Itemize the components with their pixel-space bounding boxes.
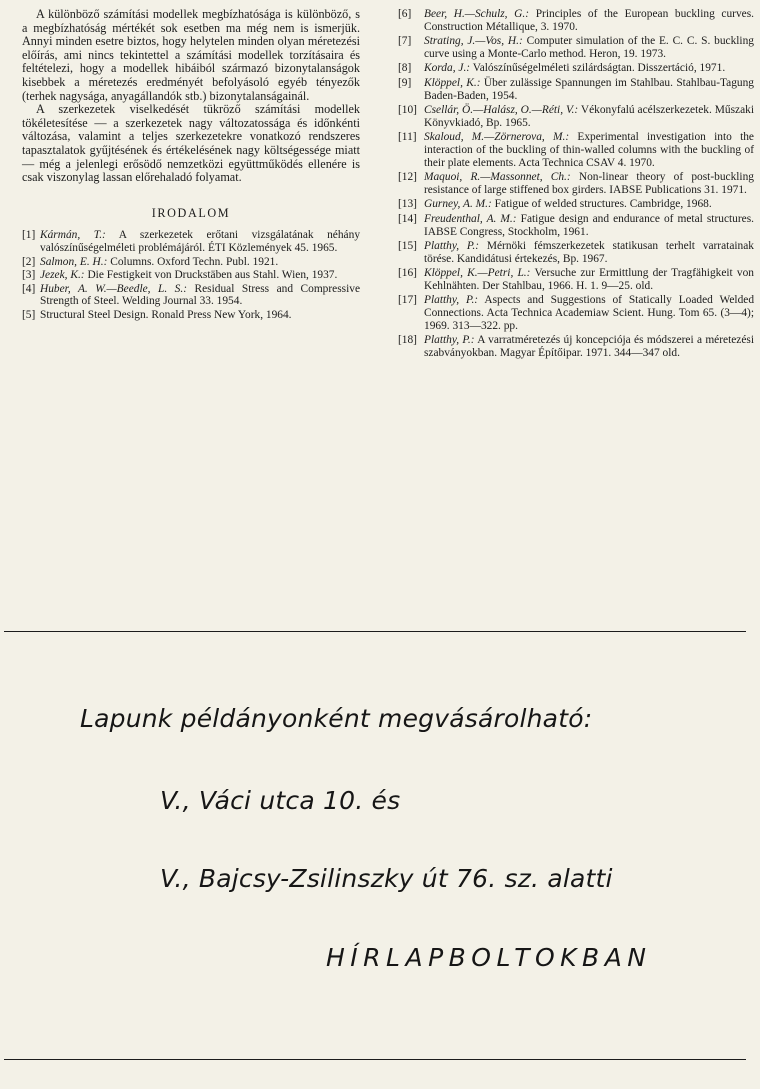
reference-body [424, 198, 754, 211]
reference-body [424, 8, 754, 33]
reference-body [424, 213, 754, 238]
reference-text: Non-linear theory of post-buckling resistance of large stiffened box girders. IABSE Publications 31. 1971. [424, 171, 754, 196]
reference-item [398, 267, 754, 292]
reference-number: [4] [22, 282, 36, 295]
reference-item [398, 8, 754, 33]
reference-author: Skaloud, M.—Zörnerova, M.: [424, 131, 570, 144]
reference-author: Platthy, P.: [424, 334, 475, 347]
reference-text: Mérnöki fémszerkezetek statikusan terhelt varratainak törése. Kandidátusi értekezés, Bp. 1967. [424, 240, 754, 265]
reference-text: Experimental investigation into the interaction of the buckling of thin-walled columns with the buckling of their plate elements. Acta Technica CSAV 4. 1970. [424, 131, 754, 169]
reference-text: Residual Stress and Compressive Strength of Steel. Welding Journal 33. 1954. [40, 282, 361, 308]
reference-author: Gurney, A. M.: [424, 198, 492, 211]
reference-item [22, 269, 360, 282]
reference-text: A szerkezetek erőtani vizsgálatának néhány valószínűségelméleti problémájáról. ÉTI Közlemények 45. 1965. [40, 229, 361, 254]
reference-author: Platthy, P.: [424, 294, 479, 307]
reference-body [424, 131, 754, 169]
reference-number: [2] [22, 255, 36, 268]
reference-author: Salmon, E. H.: [40, 255, 108, 268]
reference-text: Structural Steel Design. Ronald Press New York, 1964. [40, 308, 292, 321]
reference-body [424, 62, 754, 75]
reference-number: [6] [398, 8, 412, 20]
reference-body [40, 256, 360, 269]
reference-number: [3] [22, 269, 36, 282]
reference-number: [18] [398, 334, 417, 347]
reference-item [398, 198, 754, 211]
reference-number: [10] [398, 104, 417, 117]
reference-body [40, 229, 360, 254]
reference-number: [12] [398, 171, 417, 184]
reference-item [398, 35, 754, 60]
reference-item [398, 77, 754, 102]
reference-number: [1] [22, 229, 36, 242]
reference-body [424, 334, 754, 359]
reference-author: Freudenthal, A. M.: [424, 212, 517, 225]
notice-line-2: V., Váci utca 10. és [160, 786, 401, 815]
reference-body [424, 294, 754, 332]
reference-author: Huber, A. W.—Beedle, L. S.: [40, 282, 188, 295]
reference-text: Aspects and Suggestions of Statically Loaded Welded Connections. Acta Technica Academiaw Scient. Hung. Tom 65. (3—4); 1969. 313—322. pp. [424, 294, 755, 332]
reference-text: Versuche zur Ermittlung der Tragfähigkeit von Kehlnähten. Der Stahlbau, 1966. H. 1. 9—25. old. [424, 267, 754, 292]
reference-number: [14] [398, 212, 417, 225]
reference-body [424, 104, 754, 129]
reference-item [398, 334, 754, 359]
reference-number: [5] [22, 308, 36, 321]
reference-item [398, 213, 754, 238]
reference-author: Strating, J.—Vos, H.: [424, 35, 523, 48]
reference-number: [11] [398, 131, 417, 144]
notice-line-1: Lapunk példányonként megvásárolható: [80, 704, 593, 733]
reference-author: Kármán, T.: [40, 229, 106, 242]
references-heading: IRODALOM [151, 205, 231, 220]
reference-item [398, 62, 754, 75]
reference-text: Columns. Oxford Techn. Publ. 1921. [110, 255, 279, 268]
body-paragraph-1: A különböző számítási modellek megbízhatósága is különböző, s a megbízhatóság mértékét sok esetben ma még nem is ismerjük. Annyi minden esetre biztos, hogy helytelen minden olyan méretezési előírás, ami nincs tekintettel a számítási modellek torzításaira és feltételezi, hogy a modellek hibáiból származó bizonytalanságok kisebbek a méretezés eredményét befolyásoló egyéb tényezők (terhek nagysága, anyagállandók stb.) bizonytalanságainál. [22, 7, 360, 103]
left-column [22, 8, 360, 322]
reference-body [40, 309, 360, 322]
reference-item [398, 294, 754, 332]
reference-item [22, 256, 360, 269]
reference-author: Maquoi, R.—Massonnet, Ch.: [424, 171, 571, 184]
reference-text: Über zulässige Spannungen im Stahlbau. Stahlbau-Tagung Baden-Baden, 1954. [424, 76, 754, 102]
reference-text: Principles of the European buckling curves. Construction Métallique, 3. 1970. [424, 8, 754, 33]
reference-number: [15] [398, 240, 417, 253]
reference-item [22, 309, 360, 322]
reference-item [398, 171, 754, 196]
references-list-left [22, 229, 360, 321]
notice-line-4: HÍRLAPBOLTOKBAN [326, 943, 652, 972]
reference-number: [7] [398, 35, 412, 48]
reference-item [22, 229, 360, 254]
reference-text: Vékonyfalú acélszerkezetek. Műszaki Könyvkiadó, Bp. 1965. [424, 104, 754, 129]
reference-body [40, 283, 360, 308]
reference-item [22, 283, 360, 308]
reference-text: Fatigue of welded structures. Cambridge, 1968. [494, 198, 712, 211]
reference-body [424, 35, 754, 60]
reference-number: [8] [398, 62, 412, 75]
reference-text: Fatigue design and endurance of metal structures. IABSE Congress, Stockholm, 1961. [424, 212, 754, 238]
reference-item [398, 131, 754, 169]
reference-author: Korda, J.: [424, 62, 471, 75]
reference-body [424, 77, 754, 102]
reference-author: Beer, H.—Schulz, G.: [424, 8, 530, 20]
reference-number: [9] [398, 76, 412, 89]
reference-item [398, 240, 754, 265]
reference-body [40, 269, 360, 282]
references-list-right [398, 8, 754, 359]
reference-author: Csellár, Ö.—Halász, O.—Réti, V.: [424, 104, 579, 117]
notice-line-3: V., Bajcsy-Zsilinszky út 76. sz. alatti [160, 864, 613, 893]
reference-body [424, 171, 754, 196]
reference-author: Platthy, P.: [424, 240, 480, 253]
body-paragraph-2: A szerkezetek viselkedését tükröző számítási modellek tökéletesítése — a szerkezetek nagy változatossága és időnkénti változása, valamint a teljes szerkezetekre vonatkozó rendszeres tapasztalatok gyűjtésének és értékelésének nagy költségessége miatt — még a jelenlegi erősödő nemzetközi együttműködés ellenére is csak viszonylag lassan előrehaladó folyamat. [22, 102, 360, 185]
reference-author: Klöppel, K.—Petri, L.: [424, 267, 531, 280]
reference-number: [13] [398, 198, 417, 211]
reference-number: [17] [398, 294, 417, 307]
reference-text: Valószínűségelméleti szilárdságtan. Disszertáció, 1971. [472, 62, 726, 75]
bottom-divider-rule [4, 1059, 746, 1060]
right-column [398, 8, 754, 361]
reference-number: [16] [398, 267, 417, 280]
top-divider-rule [4, 631, 746, 632]
reference-item [398, 104, 754, 129]
reference-text: Die Festigkeit von Druckstäben aus Stahl. Wien, 1937. [87, 269, 338, 282]
reference-text: A varratméretezés új koncepciója és módszerei a méretezési szabványokban. Magyar Építőipar. 1971. 344—347 old. [424, 334, 755, 359]
reference-body [424, 240, 754, 265]
reference-text: Computer simulation of the E. C. C. S. buckling curve using a Monte-Carlo method. Heron, 19. 1973. [424, 35, 754, 60]
reference-author: Jezek, K.: [40, 269, 85, 282]
reference-body [424, 267, 754, 292]
reference-author: Klöppel, K.: [424, 76, 481, 89]
